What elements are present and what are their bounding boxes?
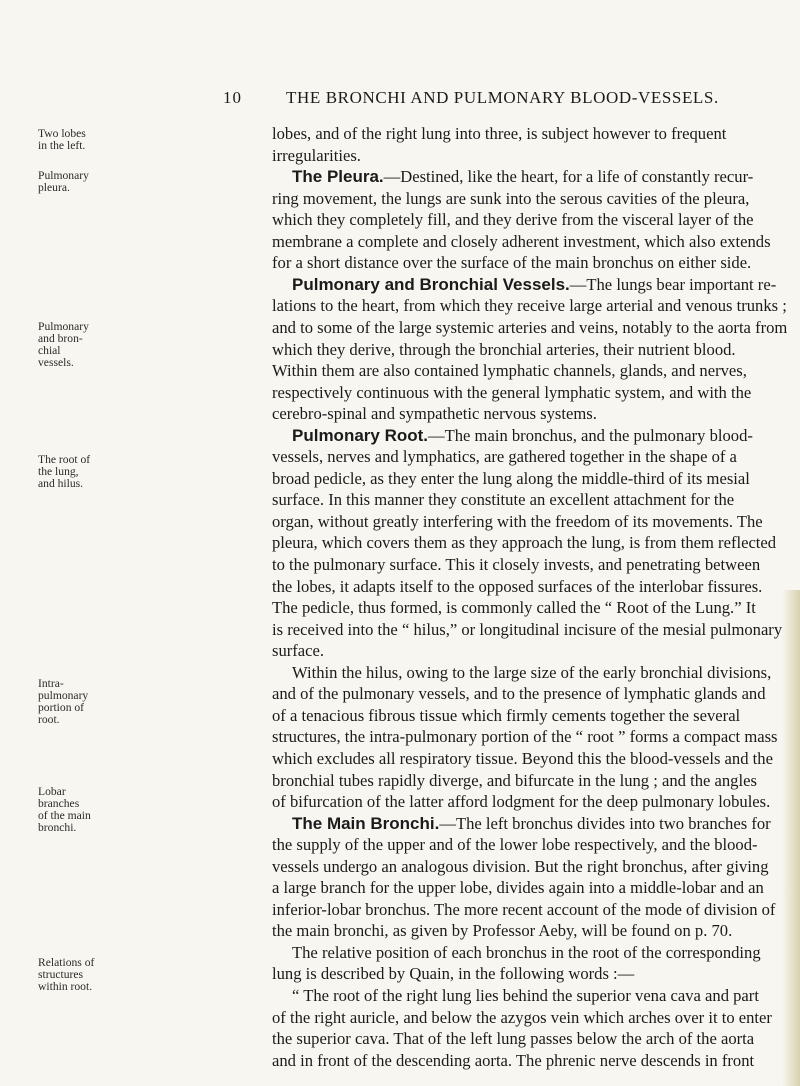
- text-line-content: cerebro-spinal and sympathetic nervous systems.: [272, 404, 597, 424]
- text-line: [272, 856, 769, 878]
- page-number: 10: [223, 88, 242, 107]
- text-line-content: lations to the heart, from which they receive large arterial and venous trunks ;: [272, 296, 787, 316]
- text-line: [272, 446, 737, 468]
- text-line: [272, 791, 771, 813]
- margin-note-line: and bron-: [38, 332, 83, 345]
- text-line-content: vessels, nerves and lymphatics, are gathered together in the shape of a: [272, 447, 737, 467]
- margin-note: [38, 678, 112, 726]
- text-line: [272, 532, 777, 554]
- text-line: [272, 597, 756, 619]
- margin-note-line: bronchi.: [38, 821, 77, 834]
- text-line-content: —The left bronchus divides into two branches for: [439, 813, 771, 833]
- text-line: [272, 145, 692, 167]
- text-line: [272, 662, 772, 684]
- text-line-content: “ The root of the right lung lies behind the superior vena cava and part: [292, 986, 759, 1005]
- text-line: [272, 813, 771, 835]
- margin-note-line: of the main: [38, 809, 91, 822]
- margin-note-line: Two lobes: [38, 127, 86, 140]
- text-line-content: surface.: [272, 641, 325, 661]
- text-line-content: which they derive, through the bronchial arteries, their nutrient blood.: [272, 339, 736, 359]
- text-line-content: for a short distance over the surface of the main bronchus on either side.: [272, 253, 752, 273]
- text-line-content: structures, the intra-pulmonary portion of the “ root ” forms a compact mass: [272, 727, 778, 747]
- margin-note-line: root.: [38, 713, 60, 726]
- text-line: [272, 877, 764, 899]
- text-line-content: lung is described by Quain, in the following words :—: [272, 964, 635, 984]
- text-line-content: of the right auricle, and below the azygos vein which arches over it to enter: [272, 1007, 772, 1027]
- text-line-content: —The main bronchus, and the pulmonary blood-: [428, 425, 753, 445]
- margin-note-line: and hilus.: [38, 477, 84, 490]
- text-line-content: ring movement, the lungs are sunk into the serous cavities of the pleura,: [272, 188, 750, 208]
- text-line-content: pleura, which covers them as they approach the lung, is from them reflected: [272, 533, 777, 553]
- text-line-content: respectively continuous with the general lymphatic system, and with the: [272, 382, 752, 402]
- margin-note-line: vessels.: [38, 356, 74, 369]
- text-line-content: and of the pulmonary vessels, and to the presence of lymphatic glands and: [272, 684, 766, 704]
- text-line: [272, 123, 727, 145]
- text-line: [272, 295, 787, 317]
- text-line: [272, 403, 692, 425]
- text-line: [272, 360, 747, 382]
- text-line-content: the lobes, it adapts itself to the opposed surfaces of the interlobar fissures.: [272, 576, 763, 596]
- text-line: [272, 274, 777, 296]
- page-edge-shadow: [782, 590, 800, 1086]
- text-line-content: —Destined, like the heart, for a life of constantly recur-: [383, 167, 754, 187]
- text-line-content: of a tenacious fibrous tissue which firmly cements together the several: [272, 705, 741, 725]
- text-line: [272, 489, 735, 511]
- text-line: [272, 619, 783, 641]
- margin-note: [38, 170, 112, 194]
- text-line: [272, 382, 752, 404]
- text-line-content: is received into the “ hilus,” or longitudinal incisure of the mesial pulmonary: [272, 619, 783, 639]
- margin-note: [38, 786, 112, 834]
- text-line-content: the main bronchi, as given by Professor Aeby, will be found on p. 70.: [272, 921, 733, 941]
- margin-note-line: Lobar: [38, 785, 66, 798]
- section-heading: The Main Bronchi.: [292, 813, 440, 833]
- text-line: [272, 576, 763, 598]
- section-heading: Pulmonary Root.: [292, 425, 429, 445]
- text-line-content: the supply of the upper and of the lower lobe respectively, and the blood-: [272, 835, 758, 855]
- text-line-content: bronchial tubes rapidly diverge, and bifurcate in the lung ; and the angles: [272, 770, 757, 790]
- section-heading: Pulmonary and Bronchial Vessels.: [292, 274, 570, 294]
- text-line: [272, 554, 761, 576]
- text-line: [272, 1028, 755, 1050]
- text-line-content: of bifurcation of the latter afford lodgment for the deep pulmonary lobules.: [272, 792, 771, 812]
- text-line: [272, 317, 788, 339]
- margin-note: [38, 957, 112, 993]
- margin-note-line: The root of: [38, 453, 91, 466]
- text-line: [272, 942, 761, 964]
- text-line: [272, 188, 750, 210]
- text-line: [272, 985, 759, 1007]
- running-title: THE BRONCHI AND PULMONARY BLOOD-VESSELS.: [286, 88, 719, 107]
- text-line-content: inferior-lobar bronchus. The more recent account of the mode of division of: [272, 899, 776, 919]
- text-line: [272, 1050, 755, 1072]
- text-line: [272, 834, 758, 856]
- text-line: [272, 899, 776, 921]
- margin-note-line: portion of: [38, 701, 85, 714]
- margin-note: [38, 128, 112, 152]
- text-line: [272, 726, 778, 748]
- text-line-content: organ, without greatly interfering with the freedom of its movements. The: [272, 511, 763, 531]
- text-line-content: broad pedicle, as they enter the lung along the middle-third of its mesial: [272, 468, 750, 488]
- margin-note-line: Pulmonary: [38, 169, 89, 182]
- text-line-content: vessels undergo an analogous division. But the right bronchus, after giving: [272, 856, 769, 876]
- text-line-content: The pedicle, thus formed, is commonly called the “ Root of the Lung.” It: [272, 598, 756, 618]
- text-line-content: which excludes all respiratory tissue. Beyond this the blood-vessels and the: [272, 748, 773, 768]
- text-line-content: a large branch for the upper lobe, divides again into a middle-lobar and an: [272, 878, 764, 898]
- margin-note-line: pleura.: [38, 181, 70, 194]
- margin-note-line: the lung,: [38, 465, 79, 478]
- page-header: [0, 88, 800, 112]
- text-line-content: to the pulmonary surface. This it closely invests, and penetrating between: [272, 555, 761, 574]
- text-line: [272, 425, 753, 447]
- text-line-content: lobes, and of the right lung into three, is subject however to frequent: [272, 124, 727, 143]
- text-line: [272, 511, 763, 533]
- text-line-content: and to some of the large systemic arteries and veins, notably to the aorta from: [272, 317, 788, 337]
- text-line: [272, 1007, 772, 1029]
- text-line: [272, 166, 754, 188]
- margin-note-line: in the left.: [38, 139, 86, 152]
- text-line: [272, 640, 692, 662]
- margin-note-line: Pulmonary: [38, 320, 89, 333]
- text-line: [272, 339, 736, 361]
- text-line-content: membrane a complete and closely adherent investment, which also extends: [272, 231, 771, 251]
- text-line: [272, 920, 733, 942]
- text-line-content: Within the hilus, owing to the large size of the early bronchial divisions,: [292, 662, 772, 682]
- text-line: [272, 468, 750, 490]
- margin-note-line: Relations of: [38, 956, 95, 969]
- margin-note: [38, 321, 112, 369]
- text-line: [272, 683, 766, 705]
- margin-note-line: branches: [38, 797, 80, 810]
- text-line-content: The relative position of each bronchus in the root of the corresponding: [292, 942, 761, 962]
- text-line-content: —The lungs bear important re-: [569, 274, 777, 294]
- text-line: [272, 705, 741, 727]
- margin-note-line: chial: [38, 344, 61, 357]
- text-line: [272, 963, 692, 985]
- text-line-content: irregularities.: [272, 145, 361, 165]
- text-line: [272, 209, 754, 231]
- text-line: [272, 252, 752, 274]
- text-line-content: surface. In this manner they constitute an excellent attachment for the: [272, 490, 735, 510]
- text-line-content: and in front of the descending aorta. The phrenic nerve descends in front: [272, 1050, 755, 1070]
- section-heading: The Pleura.: [292, 167, 384, 187]
- text-line: [272, 748, 773, 770]
- text-line-content: the superior cava. That of the left lung passes below the arch of the aorta: [272, 1029, 755, 1049]
- text-line: [272, 770, 757, 792]
- margin-note-line: pulmonary: [38, 689, 89, 702]
- text-line-content: which they completely fill, and they derive from the visceral layer of the: [272, 210, 754, 230]
- margin-note-line: Intra-: [38, 677, 64, 690]
- margin-note: [38, 454, 112, 490]
- margin-note-line: within root.: [38, 980, 93, 993]
- text-line-content: Within them are also contained lymphatic channels, glands, and nerves,: [272, 361, 747, 381]
- margin-note-line: structures: [38, 968, 84, 981]
- text-line: [272, 231, 771, 253]
